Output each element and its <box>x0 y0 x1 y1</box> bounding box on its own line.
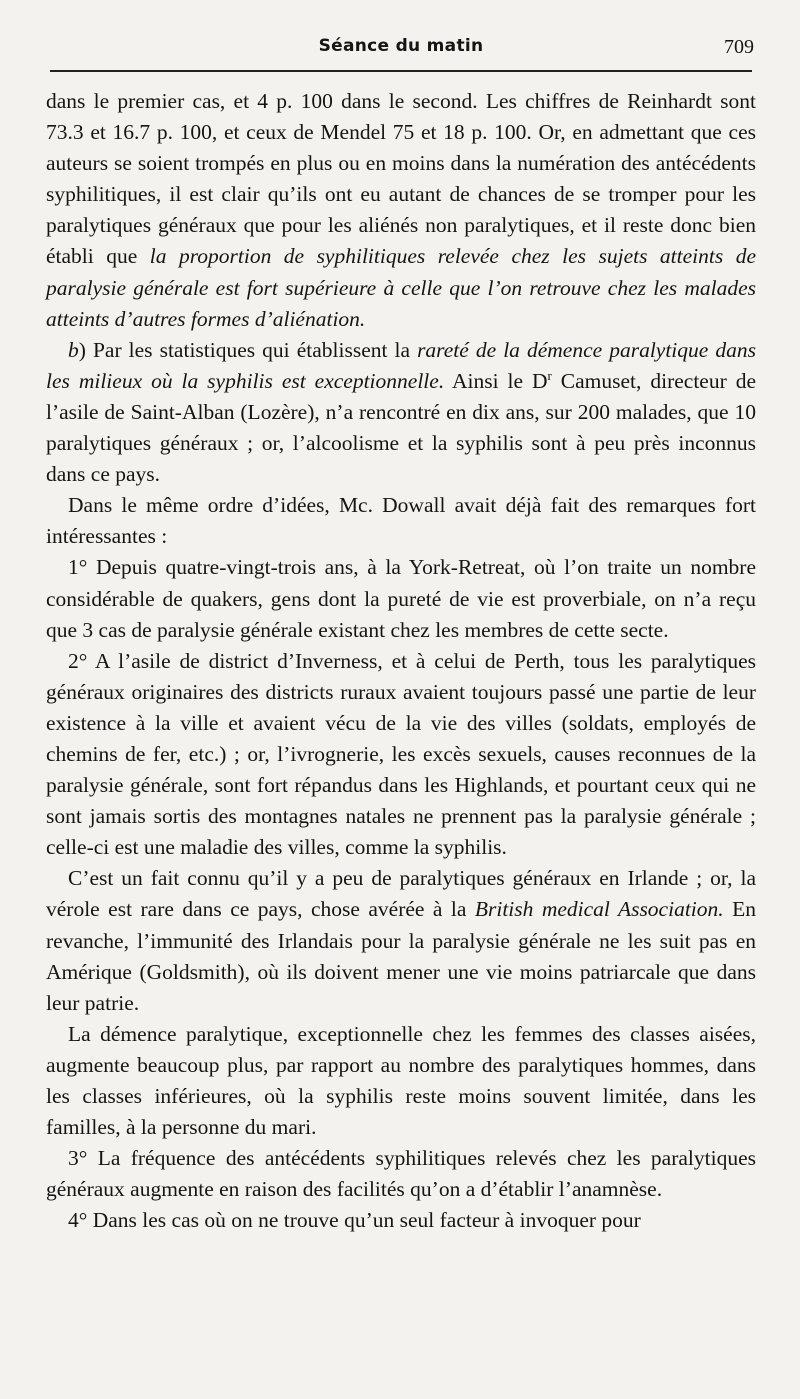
paragraph-2-item-letter: b <box>68 337 79 362</box>
running-header <box>46 28 756 62</box>
paragraph-1-emphasis: la proportion de syphilitiques relevée chez les sujets atteints de paralysie générale est fort supérieure à celle que l’on retrouve chez les malades atteints d’autres formes d’aliénation. <box>46 244 756 331</box>
paragraph-4-text: 1° Depuis quatre-vingt-trois ans, à la York-Retreat, où l’on traite un nombre considérable de quakers, gens dont la pureté de vie est proverbiale, on n’a reçu que 3 cas de paralysie générale existant chez les membres de cette secte. <box>46 555 756 642</box>
paragraph-3 <box>46 490 756 552</box>
paragraph-2-superscript: r <box>547 367 552 383</box>
header-rule <box>50 70 752 72</box>
paragraph-7 <box>46 1019 756 1143</box>
paragraph-2-text-c: Camuset, directeur de l’asile de Saint-Alban (Lozère), n’a rencontré en dix ans, sur 200 malades, que 10 paralytiques généraux ; or, l’alcoolisme et la syphilis sont à peu près inconnus dans ce pays. <box>46 368 756 487</box>
paragraph-5 <box>46 646 756 864</box>
body-text <box>46 86 756 1236</box>
paragraph-5-text: 2° A l’asile de district d’Inverness, et à celui de Perth, tous les paralytiques généraux originaires des districts ruraux avaient toujours passé une partie de leur existence à la ville et avaient vécu de la vie des villes (soldats, employés de chemins de fer, etc.) ; or, l’ivrognerie, les excès sexuels, causes reconnues de la paralysie générale, sont fort répandus dans les Highlands, et pourtant ceux qui ne sont jamais sortis des montagnes natales ne prennent pas la paralysie générale ; celle-ci est une maladie des villes, comme la syphilis. <box>46 648 756 860</box>
running-title: Séance du matin <box>318 36 484 56</box>
paragraph-2-text-b: Ainsi le D <box>444 368 548 393</box>
paragraph-3-text: Dans le même ordre d’idées, Mc. Dowall avait déjà fait des remarques fort intéressantes : <box>46 493 756 549</box>
paragraph-9 <box>46 1205 756 1236</box>
paragraph-6 <box>46 863 756 1018</box>
paragraph-1 <box>46 86 756 335</box>
paragraph-2 <box>46 335 756 490</box>
paragraph-4 <box>46 552 756 645</box>
page-number: 709 <box>724 36 754 58</box>
paragraph-2-text-a: ) Par les statistiques qui établissent la <box>78 337 418 362</box>
paragraph-7-text: La démence paralytique, exceptionnelle chez les femmes des classes aisées, augmente beaucoup plus, par rapport au nombre des paralytiques hommes, dans les classes inférieures, où la syphilis reste moins souvent limitée, dans les familles, à la personne du mari. <box>46 1021 756 1140</box>
paragraph-6-text-a: C’est un fait connu qu’il y a peu de paralytiques généraux en Irlande ; or, la vérole est rare dans ce pays, chose avérée à la <box>46 866 756 922</box>
paragraph-1-text: dans le premier cas, et 4 p. 100 dans le second. Les chiffres de Reinhardt sont 73.3 et 16.7 p. 100, et ceux de Mendel 75 et 18 p. 100. Or, en admettant que ces auteurs se soient trompés en plus ou en moins dans la numération des antécédents syphilitiques, il est clair qu’ils ont eu autant de chances de se tromper pour les paralytiques généraux que pour les aliénés non paralytiques, et il reste donc bien établi que <box>46 89 756 269</box>
paragraph-2-emphasis: rareté de la démence paralytique dans les milieux où la syphilis est exceptionnelle. <box>46 337 756 393</box>
paragraph-9-text: 4° Dans les cas où on ne trouve qu’un seul facteur à invoquer pour <box>68 1208 641 1233</box>
paragraph-6-text-b: En revanche, l’immunité des Irlandais pour la paralysie générale ne les suit pas en Amérique (Goldsmith), où ils doivent mener une vie moins patriarcale que dans leur patrie. <box>46 897 756 1015</box>
paragraph-6-emphasis: British medical Association. <box>474 897 724 922</box>
paragraph-8-text: 3° La fréquence des antécédents syphilitiques relevés chez les paralytiques généraux augmente en raison des facilités qu’on a d’établir l’anamnèse. <box>46 1146 756 1202</box>
paragraph-8 <box>46 1143 756 1205</box>
